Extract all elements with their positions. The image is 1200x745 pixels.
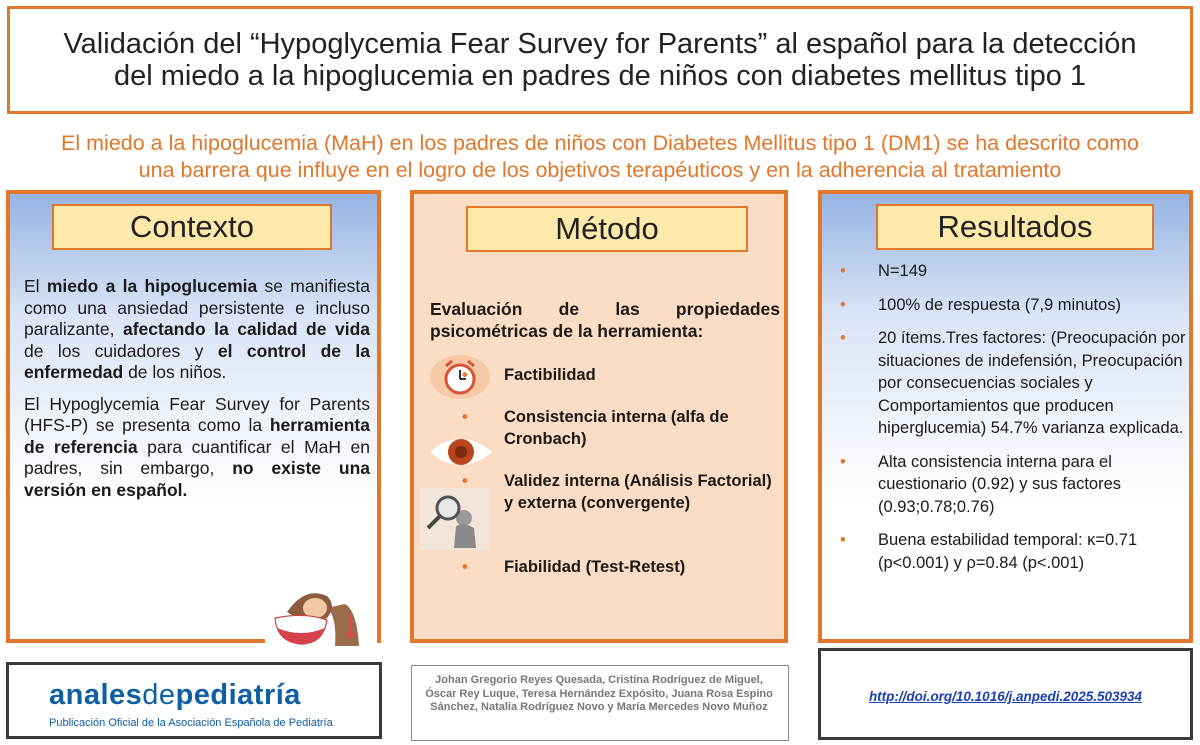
resultados-item	[836, 529, 1186, 574]
bullet-dot: •	[462, 558, 468, 576]
text-run: El Hypoglycemia Fear Survey for Parents (HFS-P) se presenta como la	[24, 393, 370, 435]
journal-logo-subtitle: Publicación Oficial de la Asociación Española de Pediatría	[49, 717, 333, 729]
contexto-paragraph-1	[24, 276, 370, 384]
text-run-bold: miedo a la hipoglucemia	[46, 276, 258, 296]
metodo-item-3	[462, 470, 774, 514]
alarm-clock-icon	[428, 352, 492, 407]
resultados-list	[836, 260, 1186, 585]
metodo-header	[466, 206, 748, 252]
metodo-item-text: Fiabilidad (Test-Retest)	[504, 558, 686, 576]
bullet-dot: •	[462, 472, 468, 490]
journal-logo	[49, 679, 301, 712]
metodo-item-1	[462, 364, 774, 386]
logo-part: anales	[49, 679, 143, 711]
title-line-1: Validación del “Hypoglycemia Fear Survey for Parents” al español para la detección	[63, 28, 1137, 60]
magnifier-icon	[420, 488, 490, 555]
doi-link[interactable]: http://doi.org/10.1016/j.anpedi.2025.503934	[868, 689, 1143, 704]
authors-box	[411, 665, 789, 741]
text-run-bold: el control de la enfermedad	[24, 340, 370, 382]
text-run-bold: herramienta de referencia	[24, 415, 370, 457]
text-run-bold: no existe una versión en español.	[24, 458, 370, 500]
text-run: para cuantificar el MaH en padres, sin embargo,	[24, 436, 370, 478]
logo-part: de	[142, 679, 176, 711]
bullet-dot: •	[840, 295, 846, 314]
contexto-header-text: Contexto	[129, 209, 255, 244]
logo-part: pediatría	[175, 679, 301, 711]
resultados-header-text: Resultados	[937, 209, 1093, 244]
resultados-panel	[818, 190, 1193, 643]
worried-parent-icon	[265, 556, 377, 646]
subtitle-line-1: El miedo a la hipoglucemia (MaH) en los padres de niños con Diabetes Mellitus tipo 1 (DM1) se ha descrito como	[61, 131, 1139, 155]
eye-icon	[428, 430, 494, 479]
metodo-intro: Evaluación de las propiedades psicométricas de la herramienta:	[430, 299, 780, 341]
text-run: de los niños.	[123, 362, 227, 382]
metodo-item-text: Consistencia interna (alfa de Cronbach)	[504, 408, 729, 448]
subtitle-line-2: una barrera que influye en el logro de los objetivos terapéuticos y en la adherencia al tratamiento	[138, 158, 1062, 182]
contexto-paragraph-2	[24, 394, 370, 502]
text-run: se manifiesta como una ansiedad persistente e incluso paralizante,	[24, 276, 370, 339]
resultados-item-text: N=149	[878, 262, 928, 280]
resultados-item-text: 100% de respuesta (7,9 minutos)	[878, 295, 1122, 314]
resultados-item	[836, 327, 1186, 440]
bullet-dot: •	[462, 408, 468, 426]
contexto-panel	[6, 190, 381, 643]
resultados-item	[836, 260, 1186, 283]
contexto-text	[24, 276, 370, 511]
resultados-item-text: Buena estabilidad temporal: κ=0.71 (p<0.001) y ρ=0.84 (p<.001)	[878, 531, 1138, 572]
resultados-header	[876, 204, 1154, 250]
bullet-dot: •	[462, 366, 468, 384]
resultados-item-text: 20 ítems.Tres factores: (Preocupación por situaciones de indefensión, Preocupación por consecuencias sociales y Comportamientos que producen hiperglucemia) 54.7% varianza explicada.	[878, 329, 1186, 437]
resultados-item-text: Alta consistencia interna para el cuestionario (0.92) y sus factores (0.93;0.78;0.76)	[878, 452, 1122, 516]
metodo-panel	[410, 190, 788, 643]
resultados-item	[836, 294, 1186, 317]
resultados-item	[836, 451, 1186, 519]
journal-logo-box	[6, 662, 382, 739]
authors-text: Johan Gregorio Reyes Quesada, Cristina Rodríguez de Miguel, Óscar Rey Luque, Teresa Hernández Expósito, Juana Rosa Espino Sánchez, Natalia Rodríguez Novo y María Mercedes Novo Muñoz	[425, 674, 773, 713]
bullet-dot: •	[840, 531, 846, 549]
contexto-header	[52, 204, 332, 250]
title-box	[7, 6, 1193, 114]
metodo-item-text: Validez interna (Análisis Factorial) y externa (convergente)	[504, 472, 772, 512]
bullet-dot: •	[840, 329, 846, 347]
text-run-bold: afectando la calidad de vida	[122, 319, 370, 339]
doi-box	[818, 648, 1193, 740]
text-run: El	[24, 276, 47, 296]
metodo-header-text: Método	[555, 211, 659, 246]
title-line-2: del miedo a la hipoglucemia en padres de niños con diabetes mellitus tipo 1	[113, 60, 1087, 92]
metodo-item-2	[462, 406, 774, 450]
subtitle	[0, 130, 1200, 184]
worried-parent-illustration	[265, 556, 377, 646]
metodo-item-text: Factibilidad	[504, 366, 596, 384]
bullet-dot: •	[840, 262, 846, 280]
metodo-item-4	[462, 556, 774, 578]
text-run: de los cuidadores y	[24, 340, 218, 361]
bullet-dot: •	[840, 452, 846, 471]
